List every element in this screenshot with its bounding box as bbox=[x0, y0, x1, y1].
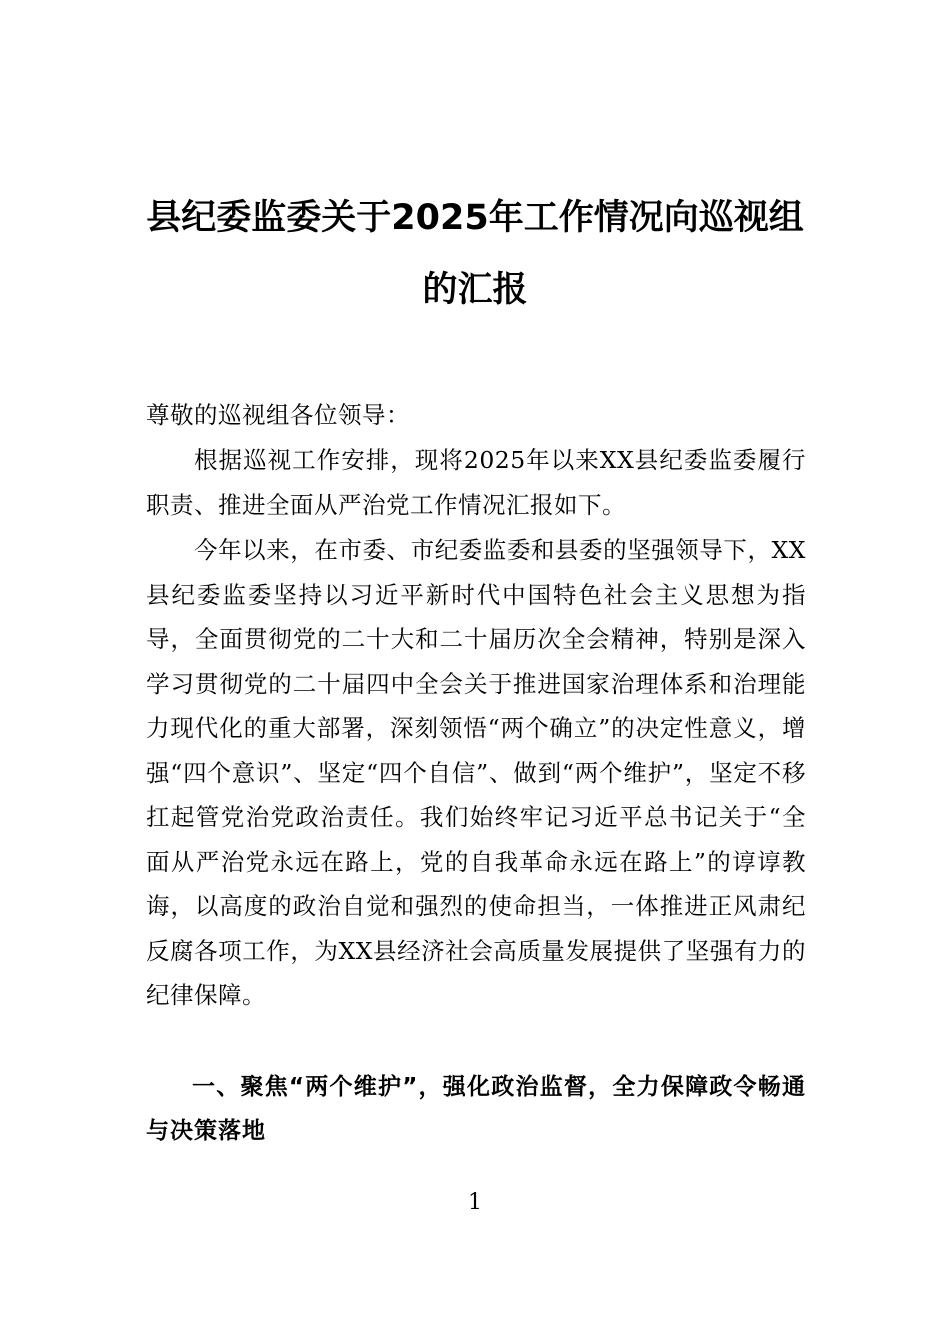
document-title-line-2: 的汇报 bbox=[422, 270, 528, 310]
document-title-line-1: 县纪委监委关于2025年工作情况向巡视组 bbox=[146, 198, 804, 238]
paragraph-overview: 今年以来，在市委、市纪委监委和县委的坚强领导下，XX县纪委监委坚持以习近平新时代中国特色社会主义思想为指导，全面贯彻党的二十大和二十届历次全会精神，特别是深入学习贯彻党的二十届四中全会关于推进国家治理体系和治理能力现代化的重大部署，深刻领悟“两个确立”的决定性意义，增强“四个意识”、坚定“四个自信”、做到“两个维护”，坚定不移扛起管党治党政治责任。我们始终牢记习近平总书记关于“全面从严治党永远在路上，党的自我革命永远在路上”的谆谆教诲，以高度的政治自觉和强烈的使命担当，一体推进正风肃纪反腐各项工作，为XX县经济社会高质量发展提供了坚强有力的纪律保障。 bbox=[146, 536, 806, 1009]
section-heading-1: 一、聚焦“两个维护”，强化政治监督，全力保障政令畅通与决策落地 bbox=[146, 1074, 806, 1144]
page-number: 1 bbox=[468, 1190, 482, 1215]
salutation: 尊敬的巡视组各位领导： bbox=[146, 401, 410, 429]
paragraph-intro: 根据巡视工作安排，现将2025年以来XX县纪委监委履行职责、推进全面从严治党工作情况汇报如下。 bbox=[146, 446, 806, 519]
